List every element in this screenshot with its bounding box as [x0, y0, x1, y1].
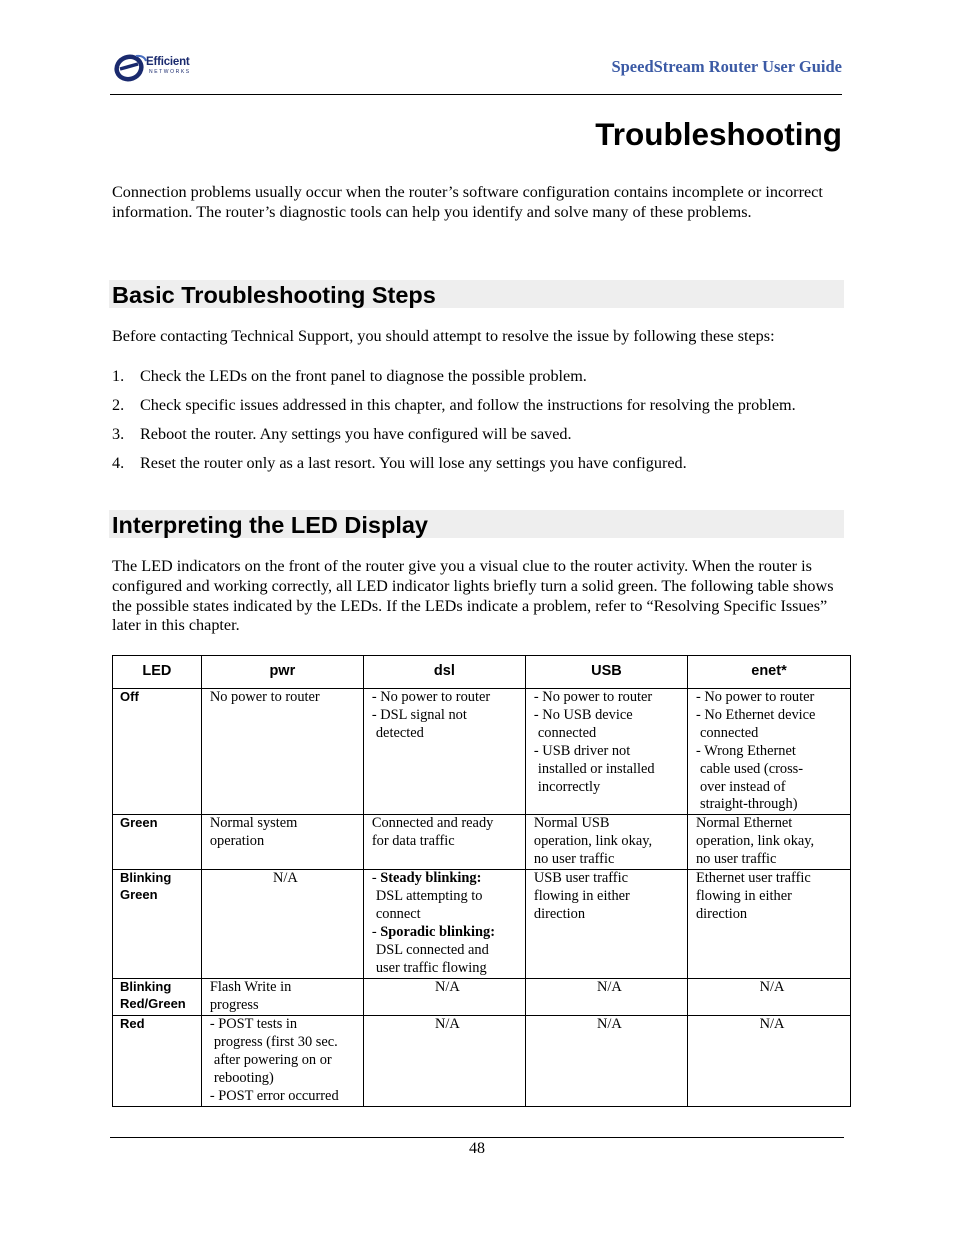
step-text: Reboot the router. Any settings you have configured will be saved. — [140, 425, 572, 443]
cell-blinking-green-pwr: N/A — [201, 870, 363, 979]
cell-red-usb: N/A — [525, 1016, 687, 1107]
led-states-table — [112, 655, 851, 1107]
step-item — [112, 366, 587, 386]
cell-line: Normal USB — [533, 815, 610, 832]
table-row-off — [113, 689, 851, 815]
cell-off-usb — [525, 689, 687, 815]
cell-blinking-green-usb — [525, 870, 687, 979]
list-dash: - — [371, 924, 381, 941]
step-item — [112, 453, 687, 473]
step-text: Check specific issues addressed in this chapter, and follow the instructions for resolving the problem. — [140, 396, 796, 414]
cell-green-pwr — [201, 815, 363, 870]
step-text: Reset the router only as a last resort. You will lose any settings you have configured. — [140, 454, 687, 472]
cell-line: cable used (cross- — [699, 760, 804, 777]
cell-blinking-red-green-pwr — [201, 979, 363, 1016]
table-row-blinking-green — [113, 870, 851, 979]
cell-line: no user traffic — [533, 851, 615, 868]
cell-line: connect — [375, 906, 421, 923]
table-row-blinking-red-green — [113, 979, 851, 1016]
cell-off-dsl — [363, 689, 525, 815]
logo-wordmark: Efficient — [146, 56, 190, 68]
bold-label: Sporadic blinking: — [380, 924, 496, 941]
cell-line: - USB driver not — [533, 742, 631, 759]
cell-blinking-red-green-dsl: N/A — [363, 979, 525, 1016]
step-number: 4. — [112, 454, 125, 472]
step-item — [112, 395, 796, 415]
page-title: Troubleshooting — [595, 116, 842, 152]
cell-green-usb — [525, 815, 687, 870]
row-label-line: Red/Green — [120, 995, 186, 1011]
cell-red-dsl: N/A — [363, 1016, 525, 1107]
cell-line: - No USB device — [533, 706, 633, 723]
column-header-usb: USB — [525, 656, 687, 689]
cell-line: incorrectly — [537, 778, 601, 795]
step-number: 3. — [112, 425, 125, 443]
cell-red-enet: N/A — [687, 1016, 850, 1107]
led-section-heading: Interpreting the LED Display — [112, 512, 428, 538]
cell-red-pwr — [201, 1016, 363, 1107]
cell-line: flowing in either — [695, 888, 792, 905]
cell-line: for data traffic — [371, 833, 455, 850]
footer-rule — [110, 1137, 844, 1138]
cell-line: USB user traffic — [533, 870, 628, 887]
table-row-red — [113, 1016, 851, 1107]
cell-line: - POST tests in — [209, 1016, 298, 1033]
cell-line: after powering on or — [213, 1052, 332, 1069]
row-label-line: Blinking — [120, 979, 172, 995]
cell-line: connected — [699, 724, 759, 741]
guide-title: SpeedStream Router User Guide — [611, 57, 842, 76]
cell-line: Normal system — [209, 815, 298, 832]
cell-line: over instead of — [699, 778, 786, 795]
column-header-led: LED — [113, 656, 202, 689]
basic-section-band — [109, 280, 844, 308]
table-row-green — [113, 815, 851, 870]
header-rule — [110, 94, 842, 95]
led-paragraph: The LED indicators on the front of the router give you a visual clue to the router activity. When the router is configured and working correctly, all LED indicator lights briefly turn a solid green. The following table shows the possible states indicated by the LEDs. If the LEDs indicate a problem, refer to “Resolving Specific Issues” later in this chapter. — [112, 557, 834, 635]
cell-line: - POST error occurred — [209, 1087, 339, 1104]
cell-line: progress (first 30 sec. — [213, 1034, 338, 1051]
cell-line: DSL attempting to — [375, 888, 483, 905]
cell-line: Ethernet user traffic — [695, 870, 811, 887]
list-dash: - — [371, 870, 381, 887]
cell-off-enet — [687, 689, 850, 815]
page-number: 48 — [469, 1140, 485, 1157]
cell-line: operation, link okay, — [533, 833, 653, 850]
cell-green-enet — [687, 815, 850, 870]
cell-line: DSL connected and — [375, 941, 489, 958]
cell-line — [372, 924, 523, 942]
column-header-dsl: dsl — [363, 656, 525, 689]
row-label-line: Blinking — [120, 870, 172, 886]
efficient-networks-logo — [114, 51, 214, 83]
cell-line — [372, 870, 523, 888]
intro-paragraph: Connection problems usually occur when the router’s software configuration contains incomplete or incorrect information. The router’s diagnostic tools can help you identify and solve many of these problems. — [112, 183, 823, 221]
cell-line: flowing in either — [533, 888, 630, 905]
cell-blinking-red-green-usb: N/A — [525, 979, 687, 1016]
cell-line: - No power to router — [695, 689, 815, 705]
step-item — [112, 424, 572, 444]
cell-line: direction — [695, 906, 748, 923]
cell-line: no user traffic — [695, 851, 777, 868]
row-label-red: Red — [113, 1016, 202, 1107]
cell-line: - Wrong Ethernet — [695, 742, 796, 759]
table-header-row — [113, 656, 851, 689]
cell-off-pwr: No power to router — [201, 689, 363, 815]
row-label-line: Green — [120, 886, 158, 902]
row-label-green: Green — [113, 815, 202, 870]
cell-line: straight-through) — [699, 796, 798, 813]
cell-line: rebooting) — [213, 1070, 274, 1087]
cell-line: detected — [375, 724, 424, 741]
led-section-band — [109, 510, 844, 538]
logo-subtitle: NETWORKS — [149, 69, 191, 75]
cell-blinking-red-green-enet: N/A — [687, 979, 850, 1016]
cell-blinking-green-enet — [687, 870, 850, 979]
cell-line: - No power to router — [533, 689, 653, 705]
row-label-blinking-green — [113, 870, 202, 979]
cell-line: installed or installed — [537, 760, 655, 777]
cell-line: direction — [533, 906, 586, 923]
cell-line: user traffic flowing — [375, 959, 487, 976]
logo-e-icon — [114, 51, 148, 83]
cell-blinking-green-dsl — [363, 870, 525, 979]
cell-line: connected — [537, 724, 597, 741]
cell-line: Normal Ethernet — [695, 815, 793, 832]
cell-line: - No power to router — [371, 689, 491, 705]
cell-line: Flash Write in — [209, 979, 292, 996]
row-label-off: Off — [113, 689, 202, 815]
cell-line: operation, link okay, — [695, 833, 815, 850]
cell-line: Connected and ready — [371, 815, 494, 832]
column-header-enet: enet* — [687, 656, 850, 689]
row-label-blinking-red-green — [113, 979, 202, 1016]
column-header-pwr: pwr — [201, 656, 363, 689]
basic-section-heading: Basic Troubleshooting Steps — [112, 282, 436, 308]
cell-line: operation — [209, 833, 265, 850]
cell-line: - No Ethernet device — [695, 706, 816, 723]
bold-label: Steady blinking: — [380, 870, 482, 887]
basic-lead-paragraph: Before contacting Technical Support, you should attempt to resolve the issue by following these steps: — [112, 327, 775, 345]
step-number: 1. — [112, 367, 125, 385]
step-text: Check the LEDs on the front panel to diagnose the possible problem. — [140, 367, 587, 385]
step-number: 2. — [112, 396, 125, 414]
cell-line: - DSL signal not — [371, 706, 467, 723]
cell-green-dsl — [363, 815, 525, 870]
cell-line: progress — [209, 997, 259, 1014]
